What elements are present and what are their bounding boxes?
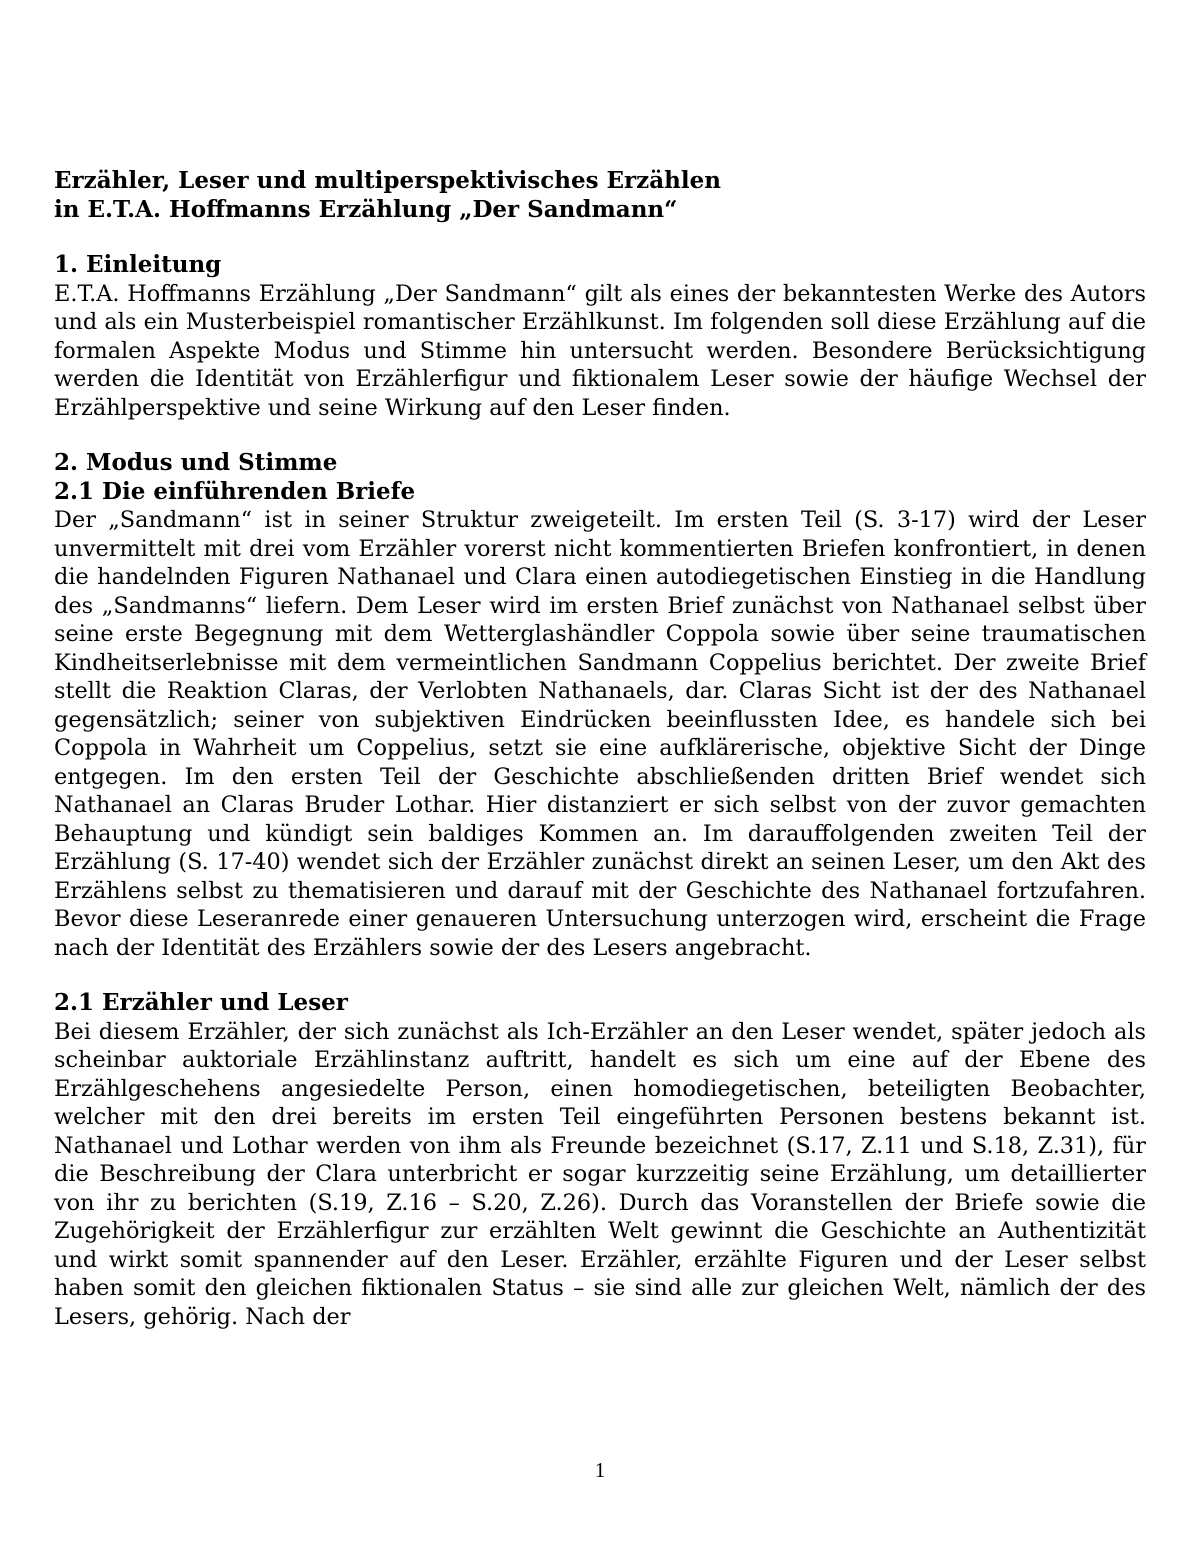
- document-title-line-1: Erzähler, Leser und multiperspektivisches Erzählen: [54, 167, 721, 194]
- spacer: [54, 422, 1146, 449]
- section-paragraph-einleitung: E.T.A. Hoffmanns Erzählung „Der Sandmann“ gilt als eines der bekanntesten Werke des Autors und als ein Musterbeispiel romantischer Erzählkunst. Im folgenden soll diese Erzählung auf die formalen Aspekte Modus und Stimme hin untersucht werden. Besondere Berücksichtigung werden die Identität von Erzählerfigur und fiktionalem Leser sowie der häufige Wechsel der Erzählperspektive und seine Wirkung auf den Leser finden.: [54, 280, 1146, 421]
- section-heading-erzaehler-und-leser: 2.1 Erzähler und Leser: [54, 989, 348, 1016]
- document-page: [54, 166, 1146, 1331]
- spacer: [54, 224, 1146, 251]
- section-heading-modus-und-stimme: 2. Modus und Stimme: [54, 449, 338, 476]
- section-heading-einleitung: 1. Einleitung: [54, 251, 222, 278]
- section-paragraph-einfuehrende-briefe: Der „Sandmann“ ist in seiner Struktur zweigeteilt. Im ersten Teil (S. 3-17) wird der Leser unvermittelt mit drei vom Erzähler vorerst nicht kommentierten Briefen konfrontiert, in denen die handelnden Figuren Nathanael und Clara einen autodiegetischen Einstieg in die Handlung des „Sandmanns“ liefern. Dem Leser wird im ersten Brief zunächst von Nathanael selbst über seine erste Begegnung mit dem Wetterglashändler Coppola sowie über seine traumatischen Kindheitserlebnisse mit dem vermeintlichen Sandmann Coppelius berichtet. Der zweite Brief stellt die Reaktion Claras, der Verlobten Nathanaels, dar. Claras Sicht ist der des Nathanael gegensätzlich; seiner von subjektiven Eindrücken beeinflussten Idee, es handele sich bei Coppola in Wahrheit um Coppelius, setzt sie eine aufklärerische, objektive Sicht der Dinge entgegen. Im den ersten Teil der Geschichte abschließenden dritten Brief wendet sich Nathanael an Claras Bruder Lothar. Hier distanziert er sich selbst von der zuvor gemachten Behauptung und kündigt sein baldiges Kommen an. Im darauffolgenden zweiten Teil der Erzählung (S. 17-40) wendet sich der Erzähler zunächst direkt an seinen Leser, um den Akt des Erzählens selbst zu thematisieren und darauf mit der Geschichte des Nathanael fortzufahren. Bevor diese Leseranrede einer genaueren Untersuchung unterzogen wird, erscheint die Frage nach der Identität des Erzählers sowie der des Lesers angebracht.: [54, 507, 1146, 961]
- document-title-line-2: in E.T.A. Hoffmanns Erzählung „Der Sandmann“: [54, 196, 678, 223]
- section-paragraph-erzaehler-und-leser: Bei diesem Erzähler, der sich zunächst als Ich-Erzähler an den Leser wendet, später jedoch als scheinbar auktoriale Erzählinstanz auftritt, handelt es sich um eine auf der Ebene des Erzählgeschehens angesiedelte Person, einen homodiegetischen, beteiligten Beobachter, welcher mit den drei bereits im ersten Teil eingeführten Personen bestens bekannt ist. Nathanael und Lothar werden von ihm als Freunde bezeichnet (S.17, Z.11 und S.18, Z.31), für die Beschreibung der Clara unterbricht er sogar kurzzeitig seine Erzählung, um detaillierter von ihr zu berichten (S.19, Z.16 – S.20, Z.26). Durch das Voranstellen der Briefe sowie die Zugehörigkeit der Erzählerfigur zur erzählten Welt gewinnt die Geschichte an Authentizität und wirkt somit spannender auf den Leser. Erzähler, erzählte Figuren und der Leser selbst haben somit den gleichen fiktionalen Status – sie sind alle zur gleichen Welt, nämlich der des Lesers, gehörig. Nach der: [54, 1018, 1146, 1330]
- spacer: [54, 962, 1146, 989]
- subsection-heading-einfuehrende-briefe: 2.1 Die einführenden Briefe: [54, 477, 416, 505]
- page-number: 1: [594, 1458, 606, 1482]
